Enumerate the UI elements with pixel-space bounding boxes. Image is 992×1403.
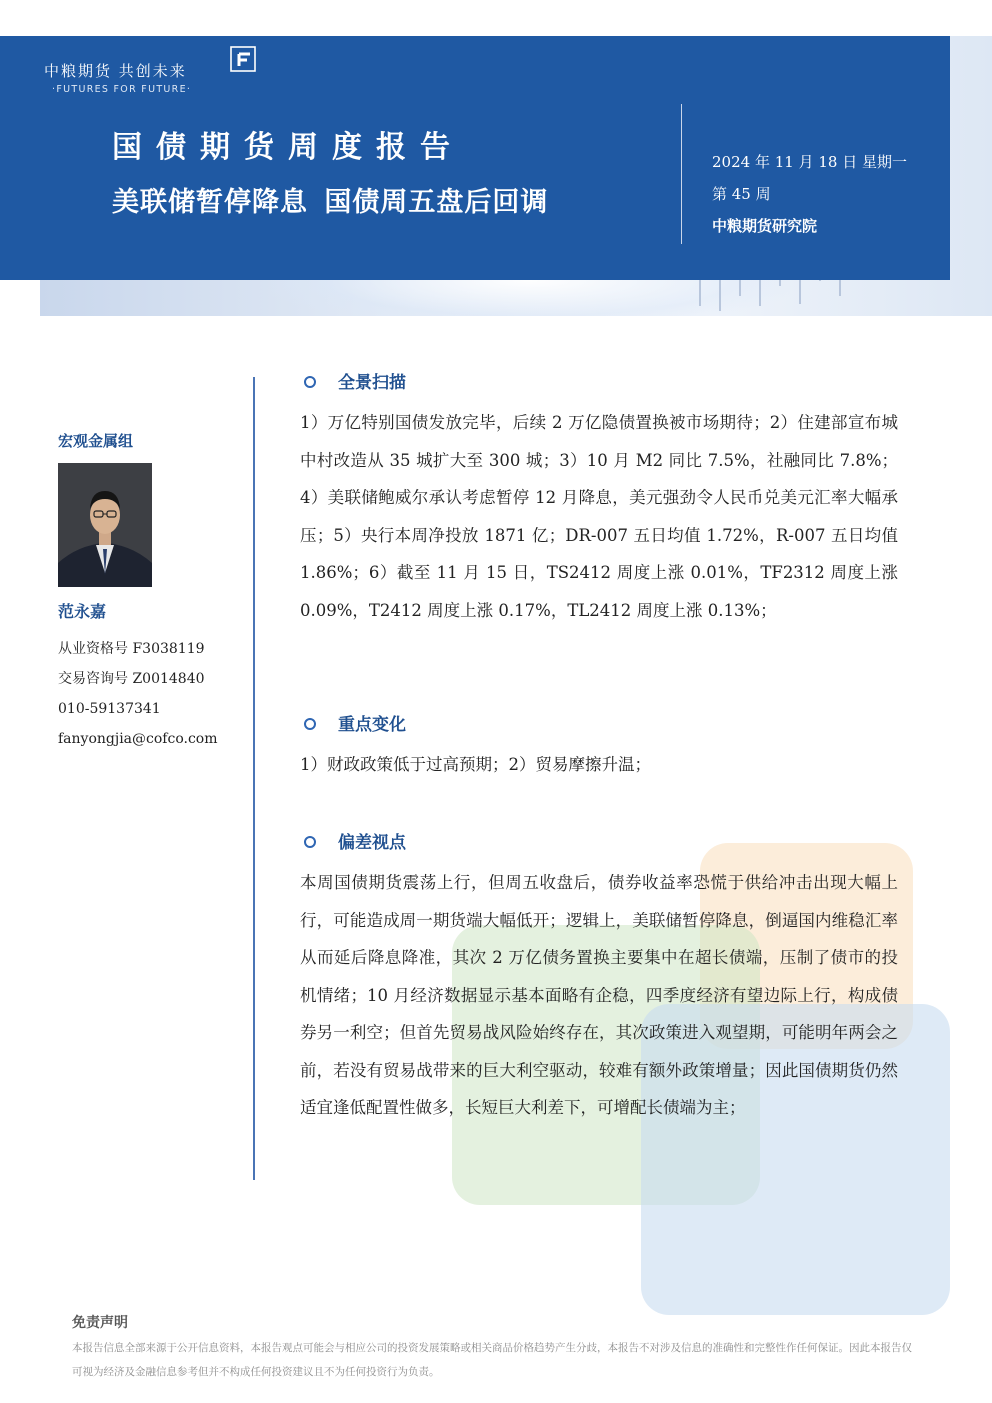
section-heading-deviation-view: 偏差视点 [300, 828, 406, 853]
report-date: 2024 年 11 月 18 日 星期一 [712, 153, 907, 171]
section-heading-overview: 全景扫描 [300, 368, 406, 393]
disclaimer-body: 本报告信息全部来源于公开信息资料，本报告观点可能会与相应公司的投资发展策略或相关商品价格趋势产生分歧，本报告不对涉及信息的准确性和完整性作任何保证。因此本报告仅可视为经济及金融信息参考但并不构成任何投资建议且不为任何投资行为负责。 [72, 1342, 912, 1378]
disclaimer-title: 免责声明 [72, 1315, 128, 1331]
bullet-circle-icon [304, 376, 316, 388]
analyst-panel [58, 430, 248, 754]
consulting-number: 交易咨询号 Z0014840 [58, 671, 205, 687]
report-institute: 中粮期货研究院 [712, 217, 818, 235]
section-body-overview: 1）万亿特别国债发放完毕，后续 2 万亿隐债置换被市场期待；2）住建部宣布城中村改造从 35 城扩大至 300 城；3）10 月 M2 同比 7.5%，社融同比 7.8%；4）美联储鲍威尔承认考虑暂停 12 月降息，美元强劲令人民币兑美元汇率大幅承压；5）央行本周净投放 1871 亿；DR-007 五日均值 1.72%，R-007 五日均值 1.86%；6）截至 11 月 15 日，TS2412 周度上涨 0.01%，TF2312 周度上涨 0.09%，T2412 周度上涨 0.17%，TL2412 周度上涨 0.13%； [300, 413, 898, 620]
section-body-deviation-view: 本周国债期货震荡上行，但周五收盘后，债券收益率恐慌于供给冲击出现大幅上行，可能造成周一期货端大幅低开；逻辑上，美联储暂停降息，倒逼国内维稳汇率从而延后降息降准，其次 2 万亿债务置换主要集中在超长债端，压制了债市的投机情绪；10 月经济数据显示基本面略有企稳，四季度经济有望边际上行，构成债券另一利空；但首先贸易战风险始终存在，其次政策进入观望期，可能明年两会之前，若没有贸易战带来的巨大利空驱动，较难有额外政策增量；因此国债期货仍然适宜逢低配置性做多，长短巨大利差下，可增配长债端为主； [300, 873, 898, 1117]
analyst-name: 范永嘉 [58, 602, 107, 621]
report-week: 第 45 周 [712, 185, 771, 203]
report-meta [712, 146, 907, 242]
report-title: 国债期货周度报告 [112, 130, 464, 165]
analyst-email[interactable]: fanyongjia@cofco.com [58, 731, 218, 747]
logo-text: 中粮期货 共创未来 [44, 62, 187, 80]
bullet-circle-icon [304, 718, 316, 730]
analyst-phone: 010-59137341 [58, 701, 161, 717]
column-divider [253, 377, 255, 1180]
logo-tagline: ·FUTURES FOR FUTURE· [52, 84, 192, 95]
section-heading-key-changes: 重点变化 [300, 710, 406, 735]
logo-mark-icon [228, 44, 258, 74]
team-label: 宏观金属组 [58, 432, 134, 450]
header-divider [681, 104, 682, 244]
analyst-photo [58, 463, 152, 587]
section-body-key-changes: 1）财政政策低于过高预期；2）贸易摩擦升温； [300, 755, 651, 774]
qualification-number: 从业资格号 F3038119 [58, 641, 205, 657]
bullet-circle-icon [304, 836, 316, 848]
report-subtitle: 美联储暂停降息 国债周五盘后回调 [112, 187, 549, 218]
